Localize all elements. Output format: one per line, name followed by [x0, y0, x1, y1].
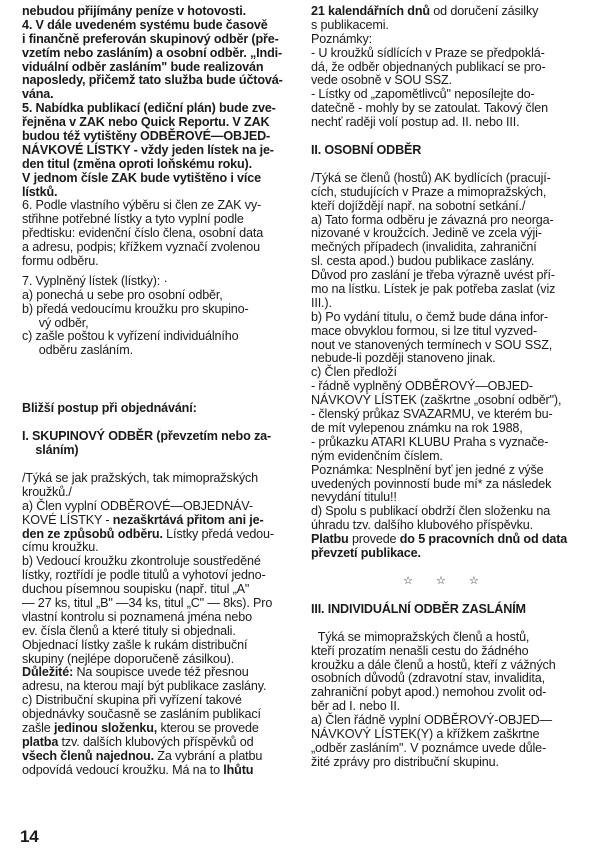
spacer: [311, 158, 581, 172]
right-text-line: II. OSOBNÍ ODBĚR: [311, 143, 422, 158]
right-text-line: a) Tato forma odběru je závazná pro neorga-: [311, 212, 554, 227]
right-text-line: „odběr zasláním". V poznámce uvede důle-: [311, 740, 547, 755]
right-text-line: Platbu provede do 5 pracovních dnů od data: [311, 532, 568, 547]
left-text-line: předtisku: evidenční číslo člena, osobní data: [22, 226, 264, 241]
right-text-line: /Týká se členů (hostů) AK bydlících (pracují-: [311, 170, 551, 185]
right-text-line: NÁVKOVÝ LÍSTEK(Y) a křížkem zaškrtne: [311, 726, 540, 741]
right-text-line: mo na lístku. Lístek je pak potřeba zaslat (viz: [311, 282, 556, 297]
right-text-line: dá, že odběr objednaných publikací se pro-: [311, 59, 546, 74]
section-separator-stars: ☆ ☆ ☆: [403, 574, 489, 587]
left-text-line: vzetím nebo zasláním) a osobní odběr. „Indi-: [22, 45, 283, 60]
right-text-line: d) Spolu s publikací obdrží člen složenku na: [311, 504, 551, 519]
left-text-line: a adresu, podpis; křížkem vyznačí zvolenou: [22, 240, 260, 255]
right-text-line: a) Člen řádně vyplní ODBĚROVÝ-OBJED—: [311, 713, 552, 728]
left-text-line: odpovídá vedoucí kroužku. Má na to lhůtu: [22, 762, 254, 777]
right-text-line: kteří dojíždějí např. na sobotní setkání./: [311, 198, 526, 213]
page-number: 14: [20, 827, 39, 846]
left-text-line: odběru zasláním.: [22, 343, 133, 358]
left-text-line: NÁVKOVÉ LÍSTKY - vždy jeden lístek na je-: [22, 142, 274, 157]
spacer: [311, 130, 581, 144]
right-text-line: nebude-li později stanoveno jinak.: [311, 351, 496, 366]
right-text-line: 21 kalendářních dnů od doručení zásilky: [311, 4, 539, 18]
right-text-line: cích, studujících v Praze a mimopražských,: [311, 184, 547, 199]
left-text-line: b) Vedoucí kroužku zkontroluje soustředěné: [22, 554, 261, 569]
right-text-line: převzetí publikace.: [311, 545, 421, 560]
right-text-line: kteří prozatím nenašli cestu do žádného: [311, 643, 529, 658]
right-text-line: zahraniční pobyt apod.) nemohou zvolit od-: [311, 685, 547, 700]
right-text-line: kroužku a dále členů a hostů, kteří z vážných: [311, 657, 556, 672]
left-text-line: kroužků./: [22, 484, 72, 499]
right-text-line: Poznámky:: [311, 31, 372, 46]
left-text-line: naposledy, přičemž tato služba bude účtová-: [22, 73, 283, 88]
left-text-line: ev. čísla členů a které tituly si objednali.: [22, 623, 236, 638]
left-text-line: 7. Vyplněný lístek (lístky): ·: [22, 273, 168, 288]
spacer: [311, 617, 581, 631]
right-text-line: Týká se mimopražských členů a hostů,: [311, 629, 530, 644]
left-text-line: 4. V dále uvedeném systému bude časově: [22, 17, 268, 32]
left-text-line: I. SKUPINOVÝ ODBĚR (převzetím nebo za-: [22, 429, 272, 444]
right-text-line: nizované v kroužcích. Jedině ve zcela výji-: [311, 226, 542, 241]
left-text-line: objednávky současně se zasláním publikací: [22, 707, 261, 722]
left-text-line: 6. Podle vlastního výběru si člen ze ZAK vy-: [22, 198, 262, 213]
left-text-line: všech členů najednou. Za vybrání a platbu: [22, 748, 263, 763]
left-text-line: lístky, roztřídí je podle titulů a vyhotoví jedno-: [22, 568, 266, 583]
right-text-line: NÁVKOVÝ LÍSTEK (zaškrtne „osobní odběr"),: [311, 393, 562, 408]
left-text-line: budou též vytištěny ODBĚROVÉ—OBJED-: [22, 129, 271, 144]
right-text-line: s publikacemi.: [311, 17, 389, 32]
left-text-line: adresu, na kterou mají být publikace zaslány.: [22, 679, 267, 694]
left-text-line: řejněna v ZAK nebo Quick Reportu. V ZAK: [22, 115, 270, 130]
left-text-line: duchou písemnou soupisku (např. titul „A": [22, 582, 250, 597]
right-text-line: Poznámka: Nesplnění byť jen jedné z výše: [311, 462, 544, 477]
left-text-line: /Týká se jak pražských, tak mimopražských: [22, 470, 258, 485]
left-text-line: KOVÉ LÍSTKY - nezaškrtává přitom ani je-: [22, 512, 264, 527]
left-text-line: a) ponechá u sebe pro osobní odběr,: [22, 287, 223, 302]
right-text-line: úhradu tzv. dalšího klubového příspěvku.: [311, 518, 533, 533]
right-column: [311, 5, 581, 770]
left-text-line: c) Distribuční skupina při vyřízení takové: [22, 693, 242, 708]
right-text-line: III. INDIVIDUÁLNÍ ODBĚR ZASLÁNÍM: [311, 601, 526, 616]
left-text-line: c) zašle poštou k vyřízení individuálního: [22, 329, 239, 344]
left-text-line: platba tzv. dalších klubových příspěvků od: [22, 734, 254, 749]
left-text-line: Důležité: Na soupisce uvede též přesnou: [22, 665, 249, 680]
left-text-line: skupiny (nejlépe doporučeně zásilkou).: [22, 651, 235, 666]
spacer: [311, 561, 581, 575]
left-text-line: nebudou přijímány peníze v hotovosti.: [22, 4, 246, 18]
spacer: [22, 388, 288, 402]
right-text-line: uvedených povinností bude mí* za následek: [311, 476, 552, 491]
right-text-line: žité zprávy pro distribuční skupinu.: [311, 754, 499, 769]
right-text-line: nevydání titulu!!: [311, 490, 397, 505]
right-text-line: sl. cesta apod.) budou publikace zaslány.: [311, 254, 535, 269]
left-text-line: címu kroužku.: [22, 540, 99, 555]
right-text-line: ným evidenčním číslem.: [311, 448, 443, 463]
right-text-line: běr ad I. nebo II.: [311, 699, 401, 714]
right-text-line: de mít vylepenou známku na rok 1988,: [311, 420, 523, 435]
left-text-line: vlastní kontrolu si poznamená jména nebo: [22, 609, 252, 624]
left-text-line: vána.: [22, 87, 54, 102]
left-text-line: 5. Nabídka publikací (ediční plán) bude zve-: [22, 101, 276, 116]
right-text-line: - Lístky od „zapomětlivců" neposílejte do-: [311, 87, 535, 102]
left-text-line: zašle jedinou složenku, kterou se provede: [22, 720, 259, 735]
left-text-line: den ze způsobů odběru. Lístky předá vedou-: [22, 526, 274, 541]
left-text-line: sláním): [22, 443, 79, 458]
left-text-line: formu odběru.: [22, 254, 99, 269]
left-text-line: viduální odběr zasláním" bude realizován: [22, 59, 264, 74]
right-text-line: vede osobně v SOU SSZ.: [311, 73, 452, 88]
right-text-line: c) Člen předloží: [311, 365, 397, 380]
left-text-line: — 27 ks, titul „B" —34 ks, titul „C" — 8ks). Pro: [22, 595, 273, 610]
right-text-line: datečně - mohly by se zatoulat. Takový člen: [311, 101, 548, 116]
right-text-line: mečných případech (invalidita, zahraniční: [311, 240, 537, 255]
left-text-line: střihne potřebné lístky a tyto vyplní podle: [22, 212, 244, 227]
right-text-line: - průkazku ATARI KLUBU Praha s vyznače-: [311, 434, 549, 449]
right-text-line: osobních důvodů (zdravotní stav, invalidita,: [311, 671, 545, 686]
spacer: [22, 458, 288, 472]
right-text-line: Důvod pro zaslání je třeba výrazně uvést pří-: [311, 268, 555, 283]
left-text-line: a) Člen vyplní ODBĚROVÉ—OBJEDNÁV-: [22, 498, 253, 513]
right-text-line: b) Po vydání titulu, o čemž bude dána infor-: [311, 309, 549, 324]
left-text-line: i finančně preferován skupinový odběr (pře-: [22, 31, 279, 46]
right-text-line: - členský průkaz SVAZARMU, ve kterém bu-: [311, 407, 553, 422]
spacer: [22, 358, 288, 388]
right-text-line: nechť raději volí postup ad. II. nebo III.: [311, 115, 520, 130]
left-text-line: Bližší postup při objednávání:: [22, 401, 197, 416]
left-text-line: vý odběr,: [22, 315, 89, 330]
right-text-line: - řádně vyplněný ODBĚROVÝ—OBJED-: [311, 379, 533, 394]
left-text-line: Objednací lístky zašle k rukám distribuční: [22, 637, 248, 652]
left-column: [22, 5, 288, 778]
left-text-line: den titul (změna oproti loňskému roku).: [22, 156, 252, 171]
right-text-line: - U kroužků sídlících v Praze se předpoklá-: [311, 45, 545, 60]
right-text-line: nout ve stanovených termínech v SOU SSZ,: [311, 337, 553, 352]
right-text-line: III.).: [311, 295, 332, 310]
left-text-line: lístků.: [22, 184, 58, 199]
left-text-line: V jednom čísle ZAK bude vytištěno i více: [22, 170, 261, 185]
left-text-line: b) předá vedoucímu kroužku pro skupino-: [22, 301, 249, 316]
spacer: [311, 589, 581, 603]
right-text-line: mace obvyklou formou, si lze titul vyzved-: [311, 323, 538, 338]
